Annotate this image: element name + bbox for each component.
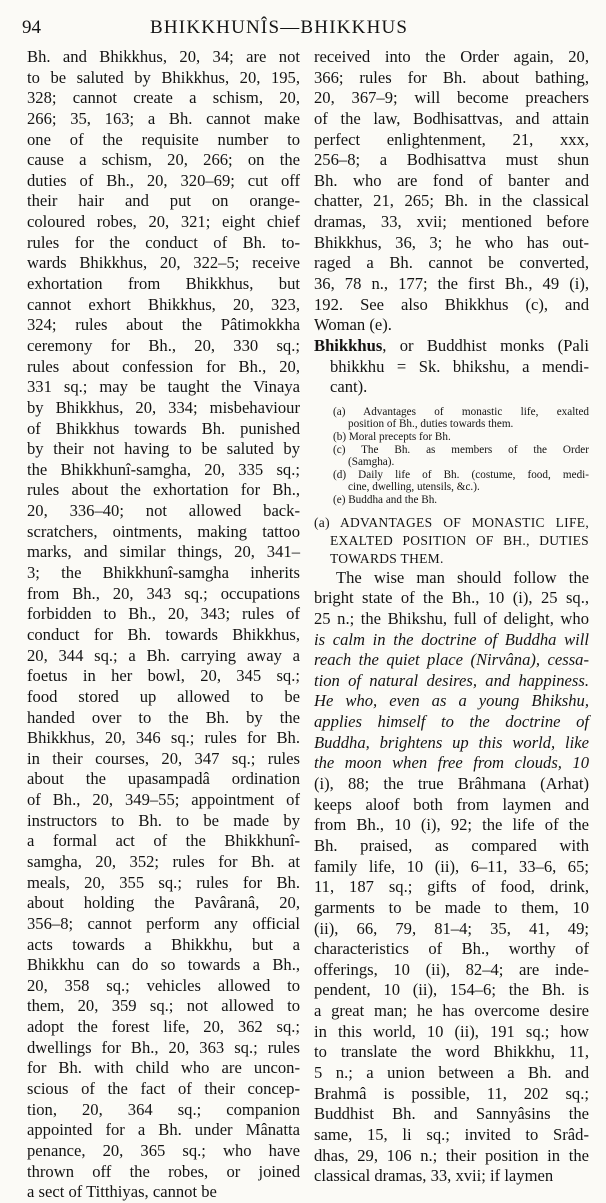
index-line: tion of natural desires, and happiness. bbox=[314, 670, 589, 690]
running-head: BHIKKHUNÎS—BHIKKHUS bbox=[150, 17, 409, 38]
contents-item: (Samgha). bbox=[348, 456, 395, 469]
index-line: applies himself to the doctrine of bbox=[314, 712, 589, 732]
index-line: 20, 358 sq.; vehicles allowed to bbox=[27, 975, 300, 995]
index-line: to translate the word Bhikkhu, 11, bbox=[314, 1042, 589, 1062]
index-line: coloured robes, 20, 321; eight chief bbox=[27, 212, 300, 232]
index-line: exhortation from Bhikkhus, but bbox=[27, 274, 300, 294]
index-line: a sect of Titthiyas, cannot be bbox=[27, 1182, 217, 1202]
section-heading-line: TOWARDS THEM. bbox=[330, 550, 444, 566]
index-line: Bhikkhus, 36, 3; he who has out- bbox=[314, 232, 589, 252]
contents-item: cine, dwelling, utensils, &c.). bbox=[348, 481, 480, 494]
index-line: marks, and similar things, 20, 341– bbox=[27, 542, 300, 562]
index-line: keeps aloof both from laymen and bbox=[314, 794, 589, 814]
index-line: family life, 10 (ii), 6–11, 33–6, 65; bbox=[314, 856, 589, 876]
page-number: 94 bbox=[22, 17, 41, 38]
index-line: about holding the Pavâranâ, 20, bbox=[27, 893, 300, 913]
index-line: Bh. who are fond of banter and bbox=[314, 170, 589, 190]
index-line: in their courses, 20, 347 sq.; rules bbox=[27, 748, 300, 768]
index-line: of Bh., 20, 349–55; appointment of bbox=[27, 790, 300, 810]
index-line: them, 20, 359 sq.; not allowed to bbox=[27, 996, 300, 1016]
index-line: classical dramas, 33, xvii; if laymen bbox=[314, 1166, 554, 1186]
index-line: 324; rules about the Pâtimokkha bbox=[27, 315, 300, 335]
left-column bbox=[27, 47, 300, 1203]
index-line: rules for the conduct of Bh. to- bbox=[27, 232, 300, 252]
index-line: a formal act of the Bhikkhunî- bbox=[27, 831, 300, 851]
index-line: the Bhikkhunî-samgha, 20, 335 sq.; bbox=[27, 459, 300, 479]
index-line: about the upasampadâ ordination bbox=[27, 769, 300, 789]
index-line: Woman (e). bbox=[314, 315, 392, 335]
index-line: 331 sq.; may be taught the Vinaya bbox=[27, 377, 300, 397]
index-line: rules about confession for Bh., 20, bbox=[27, 356, 300, 376]
index-line: 256–8; a Bodhisattva must shun bbox=[314, 150, 589, 170]
index-line: 25 n.; the Bhikshu, full of delight, who bbox=[314, 608, 589, 628]
index-line: perfect enlightenment, 21, xxx, bbox=[314, 129, 589, 149]
index-line: chatter, 21, 265; Bh. in the classical bbox=[314, 191, 589, 211]
index-line: 328; cannot create a schism, 20, bbox=[27, 88, 300, 108]
index-line: is calm in the doctrine of Buddha will bbox=[314, 629, 589, 649]
index-line: 20, 336–40; not allowed back- bbox=[27, 501, 300, 521]
index-line: conduct for Bh. towards Bhikkhus, bbox=[27, 624, 300, 644]
section-heading-line: EXALTED POSITION OF BH., DUTIES bbox=[330, 532, 589, 548]
index-line: of Bhikkhus towards Bh. punished bbox=[27, 418, 300, 438]
contents-item: (e) Buddha and the Bh. bbox=[333, 494, 438, 507]
index-line: 356–8; cannot perform any official bbox=[27, 913, 300, 933]
index-line: to be saluted by Bhikkhus, 20, 195, bbox=[27, 67, 300, 87]
index-line: 266; 35, 163; a Bh. cannot make bbox=[27, 108, 300, 128]
index-line: thrown off the robes, or joined bbox=[27, 1161, 300, 1181]
index-line: from Bh., 10 (i), 92; the life of the bbox=[314, 815, 589, 835]
index-line: bright state of the Bh., 10 (i), 25 sq., bbox=[314, 588, 589, 608]
index-line: for Bh. with child who are uncon- bbox=[27, 1058, 300, 1078]
right-column bbox=[314, 47, 589, 1187]
index-line: 20, 367–9; will become preachers bbox=[314, 88, 589, 108]
index-line: scious of the fact of their concep- bbox=[27, 1079, 300, 1099]
index-line: 20, 344 sq.; a Bh. carrying away a bbox=[27, 645, 300, 665]
index-line: dhas, 29, 106 n.; their position in the bbox=[314, 1145, 589, 1165]
headword-line bbox=[314, 336, 589, 357]
index-line: dwellings for Bh., 20, 363 sq.; rules bbox=[27, 1037, 300, 1057]
headword-entry bbox=[314, 336, 589, 398]
index-line: Brahmâ is possible, 11, 202 sq.; bbox=[314, 1083, 589, 1103]
headword-line-3: cant). bbox=[330, 377, 368, 397]
section-body bbox=[314, 568, 589, 1187]
index-line: 11, 187 sq.; gifts of food, drink, bbox=[314, 877, 589, 897]
index-line: (ii), 66, 79, 81–4; 35, 41, 49; bbox=[314, 918, 589, 938]
index-line: acts towards a Bhikkhu, but a bbox=[27, 934, 300, 954]
contents-list bbox=[314, 406, 589, 507]
index-line: their hair and put on orange- bbox=[27, 191, 300, 211]
index-line: characteristics of Bh., worthy of bbox=[314, 939, 589, 959]
index-line: 36, 78 n., 177; the first Bh., 49 (i), bbox=[314, 274, 589, 294]
index-line: pendent, 10 (ii), 154–6; the Bh. is bbox=[314, 980, 589, 1000]
headword-gloss: , or Buddhist monks (Pali bbox=[382, 335, 589, 355]
index-line: Bhikkhu can do so towards a Bh., bbox=[27, 955, 300, 975]
index-line: appointed for a Bh. under Mânatta bbox=[27, 1120, 300, 1140]
index-line: Bh. and Bhikkhus, 20, 34; are not bbox=[27, 47, 300, 66]
index-line: 366; rules for Bh. about bathing, bbox=[314, 67, 589, 87]
headword-line-2: bhikkhu = Sk. bhikshu, a mendi- bbox=[330, 356, 589, 376]
index-line: handed over to the Bh. by the bbox=[27, 707, 300, 727]
contents-item: (d) Daily life of Bh. (costume, food, medi- bbox=[333, 468, 589, 481]
index-line: Buddhist Bh. and Sannyâsins the bbox=[314, 1104, 589, 1124]
index-line: 3; the Bhikkhunî-samgha inherits bbox=[27, 563, 300, 583]
contents-item: position of Bh., duties towards them. bbox=[348, 418, 514, 431]
index-line: one of the requisite number to bbox=[27, 129, 300, 149]
index-line: forbidden to Bh., 20, 343; rules of bbox=[27, 604, 300, 624]
contents-item: (b) Moral precepts for Bh. bbox=[333, 431, 451, 444]
contents-item: (a) Advantages of monastic life, exalted bbox=[333, 405, 589, 418]
index-line: 5 n.; a union between a Bh. and bbox=[314, 1063, 589, 1083]
index-line: duties of Bh., 20, 320–69; cut off bbox=[27, 170, 300, 190]
section-heading bbox=[314, 514, 589, 568]
index-line: The wise man should follow the bbox=[336, 567, 589, 587]
index-line: Bhikkhus, 20, 346 sq.; rules for Bh. bbox=[27, 728, 300, 748]
index-line: meals, 20, 355 sq.; rules for Bh. bbox=[27, 872, 300, 892]
index-line: ceremony for Bh., 20, 330 sq.; bbox=[27, 335, 300, 355]
index-line: dramas, 33, xvii; mentioned before bbox=[314, 212, 589, 232]
index-line: adopt the forest life, 20, 362 sq.; bbox=[27, 1017, 300, 1037]
contents-item: (c) The Bh. as members of the Order bbox=[333, 443, 589, 456]
index-line: tion, 20, 364 sq.; companion bbox=[27, 1099, 300, 1119]
index-line: instructors to Bh. to be made by bbox=[27, 810, 300, 830]
index-line: of the law, Bodhisattvas, and attain bbox=[314, 108, 589, 128]
index-line: rules about the exhortation for Bh., bbox=[27, 480, 300, 500]
index-line: cause a schism, 20, 266; on the bbox=[27, 150, 300, 170]
index-line: foetus in her bowl, 20, 345 sq.; bbox=[27, 666, 300, 686]
index-line: (i), 88; the true Brâhmana (Arhat) bbox=[314, 774, 589, 794]
index-line: samgha, 20, 352; rules for Bh. at bbox=[27, 851, 300, 871]
index-line: a great man; he has overcome desire bbox=[314, 1001, 589, 1021]
headword-term: Bhikkhus bbox=[314, 335, 383, 355]
index-line: food stored up allowed to be bbox=[27, 686, 300, 706]
index-line: received into the Order again, 20, bbox=[314, 47, 589, 66]
index-line: by their not having to be saluted by bbox=[27, 439, 300, 459]
index-line: scratchers, ointments, making tattoo bbox=[27, 521, 300, 541]
index-line: wards Bhikkhus, 20, 322–5; receive bbox=[27, 253, 300, 273]
index-line: the moon when free from clouds, 10 bbox=[314, 753, 589, 773]
index-line: offerings, 10 (ii), 82–4; are inde- bbox=[314, 959, 589, 979]
section-heading-line: (a) ADVANTAGES OF MONASTIC LIFE, bbox=[314, 514, 589, 530]
index-line: penance, 20, 365 sq.; who have bbox=[27, 1140, 300, 1160]
index-line: Buddha, brightens up this world, like bbox=[314, 732, 589, 752]
index-line: raged a Bh. cannot be converted, bbox=[314, 253, 589, 273]
index-line: by Bhikkhus, 20, 334; misbehaviour bbox=[27, 397, 300, 417]
index-line: 192. See also Bhikkhus (c), and bbox=[314, 294, 589, 314]
index-line: Bh. praised, as compared with bbox=[314, 835, 589, 855]
index-line: He who, even as a young Bhikshu, bbox=[314, 691, 589, 711]
index-line: in this world, 10 (ii), 191 sq.; how bbox=[314, 1021, 589, 1041]
index-line: cannot exhort Bhikkhus, 20, 323, bbox=[27, 294, 300, 314]
index-line: same, 15, li sq.; invited to Srâd- bbox=[314, 1124, 589, 1144]
index-line: from Bh., 20, 343 sq.; occupations bbox=[27, 583, 300, 603]
index-line: reach the quiet place (Nirvâna), cessa- bbox=[314, 650, 589, 670]
index-line: garments to be made to them, 10 bbox=[314, 897, 589, 917]
